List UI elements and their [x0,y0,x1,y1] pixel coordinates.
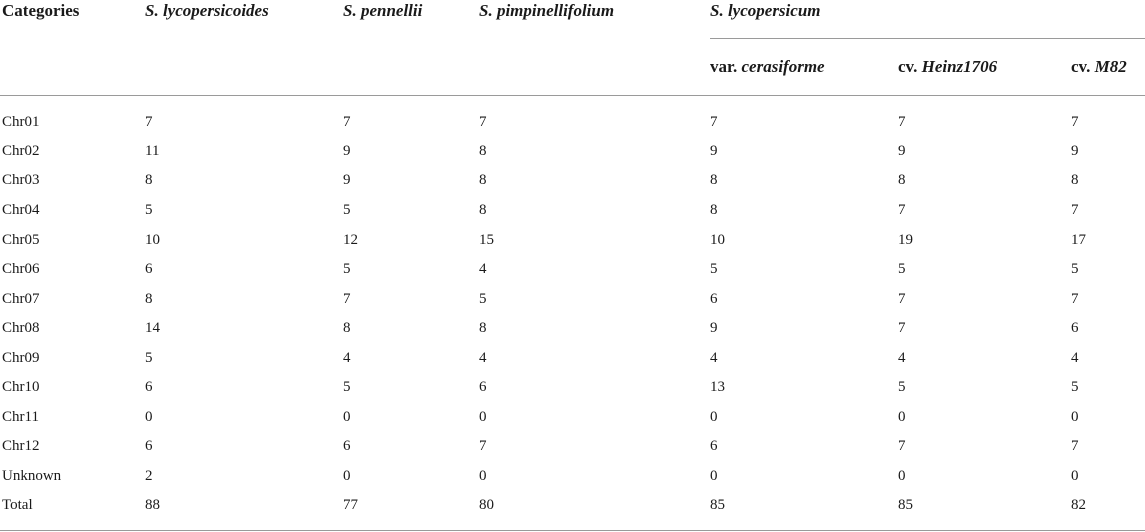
header-heinz1706-name: Heinz1706 [921,57,998,76]
table-row [0,137,1145,166]
cell-s-pimpinellifolium: 8 [479,143,487,159]
cell-s-pimpinellifolium: 0 [479,468,487,484]
cell-cv-m82: 6 [1071,320,1079,336]
cell-s-lycopersicoides: 11 [145,143,160,159]
cell-cv-heinz1706: 7 [898,291,906,307]
header-bottom-rule [0,95,1145,96]
cell-s-pennellii: 9 [343,143,351,159]
row-label: Total [2,497,33,513]
cell-cv-heinz1706: 7 [898,202,906,218]
cell-s-lycopersicoides: 14 [145,320,160,336]
cell-s-pimpinellifolium: 4 [479,261,487,277]
row-label: Chr07 [2,291,40,307]
row-label: Chr03 [2,172,40,188]
cell-cv-m82: 7 [1071,291,1079,307]
table-row [0,166,1145,195]
cell-s-lycopersicoides: 0 [145,409,153,425]
group-header-rule [710,38,1145,39]
cell-s-lycopersicoides: 5 [145,350,153,366]
row-label: Chr02 [2,143,40,159]
cell-s-pennellii: 9 [343,172,351,188]
cell-s-lycopersicoides: 6 [145,379,153,395]
cell-cv-heinz1706: 5 [898,379,906,395]
row-label: Chr05 [2,232,40,248]
cell-cv-heinz1706: 8 [898,172,906,188]
cell-cv-m82: 8 [1071,172,1079,188]
header-cerasiforme-name: cerasiforme [741,57,825,76]
cell-var-cerasiforme: 8 [710,202,718,218]
cell-s-pennellii: 7 [343,114,351,130]
cell-var-cerasiforme: 4 [710,350,718,366]
header-cv-prefix: cv. [898,57,918,76]
cell-var-cerasiforme: 85 [710,497,725,513]
cell-cv-m82: 17 [1071,232,1086,248]
row-label: Chr04 [2,202,40,218]
cell-cv-m82: 5 [1071,261,1079,277]
cell-var-cerasiforme: 9 [710,320,718,336]
cell-s-pennellii: 0 [343,468,351,484]
cell-cv-m82: 5 [1071,379,1079,395]
cell-s-lycopersicoides: 8 [145,172,153,188]
header-s-lycopersicoides: S. lycopersicoides [145,1,269,20]
table-row [0,432,1145,461]
header-cv-prefix: cv. [1071,57,1091,76]
table-row [0,462,1145,491]
cell-cv-heinz1706: 0 [898,468,906,484]
cell-s-lycopersicoides: 8 [145,291,153,307]
cell-s-pimpinellifolium: 7 [479,114,487,130]
table-row [0,314,1145,343]
table-row-total [0,491,1145,520]
table-row [0,108,1145,137]
cell-s-pimpinellifolium: 6 [479,379,487,395]
cell-s-pimpinellifolium: 7 [479,438,487,454]
cell-s-pimpinellifolium: 4 [479,350,487,366]
header-s-pimpinellifolium: S. pimpinellifolium [479,1,615,20]
table-row [0,196,1145,225]
cell-cv-m82: 4 [1071,350,1079,366]
header-s-pennellii: S. pennellii [343,1,423,20]
table-row [0,344,1145,373]
row-label: Chr08 [2,320,40,336]
header-cv-m82 [1071,57,1127,77]
cell-cv-m82: 7 [1071,202,1079,218]
header-categories: Categories [2,1,80,20]
cell-s-lycopersicoides: 6 [145,438,153,454]
cell-s-pimpinellifolium: 15 [479,232,494,248]
cell-s-pimpinellifolium: 80 [479,497,494,513]
row-label: Chr10 [2,379,40,395]
cell-s-lycopersicoides: 5 [145,202,153,218]
cell-cv-m82: 7 [1071,114,1079,130]
cell-var-cerasiforme: 9 [710,143,718,159]
cell-s-pennellii: 77 [343,497,358,513]
cell-s-lycopersicoides: 6 [145,261,153,277]
table-row [0,285,1145,314]
header-var-prefix: var. [710,57,738,76]
cell-s-pennellii: 8 [343,320,351,336]
cell-s-pimpinellifolium: 8 [479,172,487,188]
cell-var-cerasiforme: 7 [710,114,718,130]
cell-s-pimpinellifolium: 5 [479,291,487,307]
cell-cv-heinz1706: 7 [898,320,906,336]
table-row [0,226,1145,255]
table-row [0,255,1145,284]
row-label: Chr12 [2,438,40,454]
cell-s-pennellii: 5 [343,261,351,277]
cell-s-lycopersicoides: 88 [145,497,160,513]
cell-cv-heinz1706: 4 [898,350,906,366]
row-label: Chr11 [2,409,39,425]
cell-s-pimpinellifolium: 8 [479,320,487,336]
cell-var-cerasiforme: 6 [710,438,718,454]
cell-cv-m82: 0 [1071,409,1079,425]
cell-var-cerasiforme: 8 [710,172,718,188]
cell-s-pennellii: 4 [343,350,351,366]
cell-cv-heinz1706: 7 [898,114,906,130]
cell-cv-heinz1706: 85 [898,497,913,513]
cell-cv-heinz1706: 9 [898,143,906,159]
table-row [0,403,1145,432]
cell-var-cerasiforme: 0 [710,409,718,425]
table-bottom-rule [0,530,1145,531]
cell-cv-m82: 82 [1071,497,1086,513]
row-label: Chr01 [2,114,40,130]
cell-s-lycopersicoides: 7 [145,114,153,130]
row-label: Chr06 [2,261,40,277]
cell-s-pimpinellifolium: 0 [479,409,487,425]
cell-s-pennellii: 0 [343,409,351,425]
cell-var-cerasiforme: 6 [710,291,718,307]
cell-s-pennellii: 5 [343,379,351,395]
header-var-cerasiforme [710,57,825,77]
cell-var-cerasiforme: 5 [710,261,718,277]
cell-cv-heinz1706: 0 [898,409,906,425]
cell-cv-m82: 9 [1071,143,1079,159]
cell-cv-m82: 0 [1071,468,1079,484]
cell-var-cerasiforme: 10 [710,232,725,248]
cell-var-cerasiforme: 13 [710,379,725,395]
cell-s-pennellii: 5 [343,202,351,218]
cell-s-pennellii: 12 [343,232,358,248]
cell-s-pimpinellifolium: 8 [479,202,487,218]
cell-s-pennellii: 7 [343,291,351,307]
cell-cv-m82: 7 [1071,438,1079,454]
cell-s-pennellii: 6 [343,438,351,454]
header-m82-name: M82 [1094,57,1127,76]
header-cv-heinz1706 [898,57,997,77]
header-s-lycopersicum: S. lycopersicum [710,1,821,20]
row-label: Unknown [2,468,62,484]
cell-cv-heinz1706: 5 [898,261,906,277]
cell-cv-heinz1706: 7 [898,438,906,454]
cell-var-cerasiforme: 0 [710,468,718,484]
cell-s-lycopersicoides: 2 [145,468,153,484]
cell-cv-heinz1706: 19 [898,232,913,248]
cell-s-lycopersicoides: 10 [145,232,160,248]
row-label: Chr09 [2,350,40,366]
table-row [0,373,1145,402]
